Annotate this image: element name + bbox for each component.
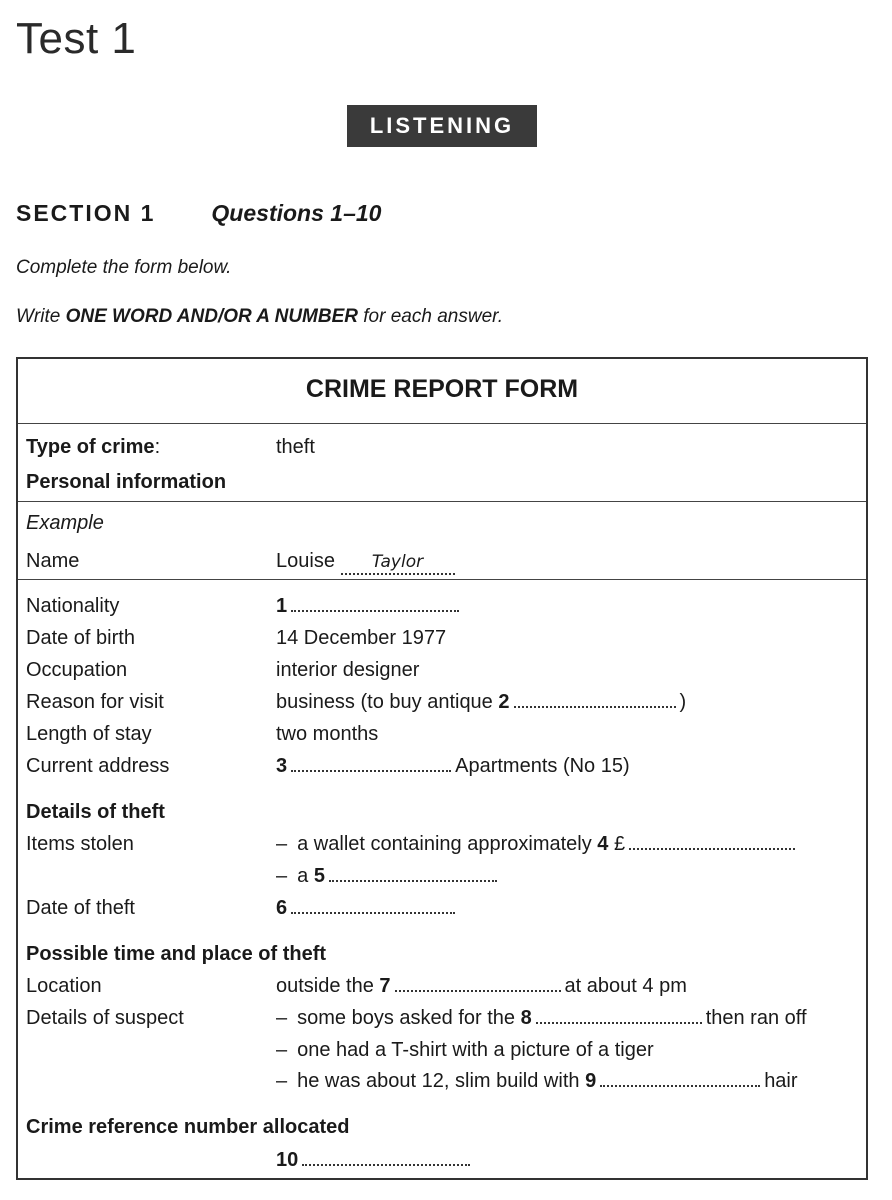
suspect2-row [276,1039,654,1062]
divider [18,501,866,502]
q2-number: 2 [498,691,510,713]
occupation-label: Occupation [26,659,128,681]
q2-blank[interactable] [514,705,676,708]
item2-pre: a [297,865,314,887]
test-title: Test 1 [16,14,137,63]
dash: – [276,1007,288,1029]
items-label: Items stolen [26,833,134,855]
q5-blank[interactable] [329,879,497,882]
suspect2: one had a T-shirt with a picture of a tiger [297,1039,654,1061]
personal-heading: Personal information [26,471,227,493]
name-value: Louise [276,550,335,572]
time-place-heading: Possible time and place of theft [26,943,327,965]
q8-number: 8 [520,1007,532,1029]
section-heading [16,200,381,227]
crime-ref-row [276,1149,474,1172]
item2-row [276,865,501,888]
suspect1-post: then ran off [705,1007,807,1029]
reason-post: ) [679,691,687,713]
location-post: at about 4 pm [564,975,687,997]
address-value-row [276,755,630,778]
q6-blank[interactable] [291,911,455,914]
reason-label: Reason for visit [26,691,164,713]
q5-number: 5 [313,865,325,887]
q3-number: 3 [276,755,288,777]
example-label: Example [26,512,104,534]
listening-banner: LISTENING [347,105,537,147]
dash: – [276,833,288,855]
suspect1-pre: some boys asked for the [297,1007,521,1029]
instruction-bold: ONE WORD AND/OR A NUMBER [65,306,358,327]
instruction-complete: Complete the form below. [16,257,232,278]
dash: – [276,1039,288,1061]
item1-row [276,833,799,856]
length-value: two months [276,723,379,745]
q7-blank[interactable] [395,989,561,992]
location-label: Location [26,975,102,997]
section-label: SECTION 1 [16,200,156,226]
location-row [276,975,687,998]
nationality-label: Nationality [26,595,120,617]
item1-pre: a wallet containing approximately [297,833,598,855]
item1-currency: £ [613,833,626,855]
name-value-row [276,550,455,575]
dash: – [276,1070,288,1092]
length-label: Length of stay [26,723,152,745]
q10-number: 10 [276,1149,299,1171]
theft-heading: Details of theft [26,801,165,823]
reason-value-row [276,691,686,714]
suspect3-row [276,1070,798,1093]
q1-number: 1 [276,595,288,617]
address-label: Current address [26,755,170,777]
q9-number: 9 [585,1070,597,1092]
questions-label: Questions 1–10 [211,200,382,226]
form-title: CRIME REPORT FORM [305,375,579,403]
reason-pre: business (to buy antique [276,691,499,713]
dob-value: 14 December 1977 [276,627,447,649]
suspect-label: Details of suspect [26,1007,184,1029]
example-answer: Taylor [371,552,424,572]
instruction-pre: Write [16,306,66,327]
crime-report-form [16,357,868,1180]
instruction-post: for each answer. [358,306,504,327]
date-theft-label: Date of theft [26,897,135,919]
example-answer-blank [341,550,455,575]
dob-label: Date of birth [26,627,135,649]
suspect3-pre: he was about 12, slim build with [297,1070,586,1092]
type-colon: : [154,436,161,458]
divider [18,579,866,580]
divider [18,423,866,424]
date-theft-row [276,897,459,920]
q9-blank[interactable] [600,1084,760,1087]
dash: – [276,865,288,887]
q4-number: 4 [597,833,609,855]
crime-ref-heading: Crime reference number allocated [26,1116,350,1138]
type-label-row [26,436,160,459]
q3-blank[interactable] [291,769,451,772]
q1-blank[interactable] [291,609,459,612]
nationality-value-row [276,595,463,618]
type-value: theft [276,436,315,458]
location-pre: outside the [276,975,380,997]
name-label: Name [26,550,80,572]
address-post: Apartments (No 15) [455,755,630,777]
q7-number: 7 [379,975,391,997]
suspect1-row [276,1007,807,1030]
instruction-word-limit [16,306,503,328]
q8-blank[interactable] [536,1021,702,1024]
suspect3-post: hair [764,1070,798,1092]
q4-blank[interactable] [629,847,795,850]
type-label: Type of crime [26,436,155,458]
q10-blank[interactable] [302,1163,470,1166]
q6-number: 6 [276,897,288,919]
occupation-value: interior designer [276,659,420,681]
